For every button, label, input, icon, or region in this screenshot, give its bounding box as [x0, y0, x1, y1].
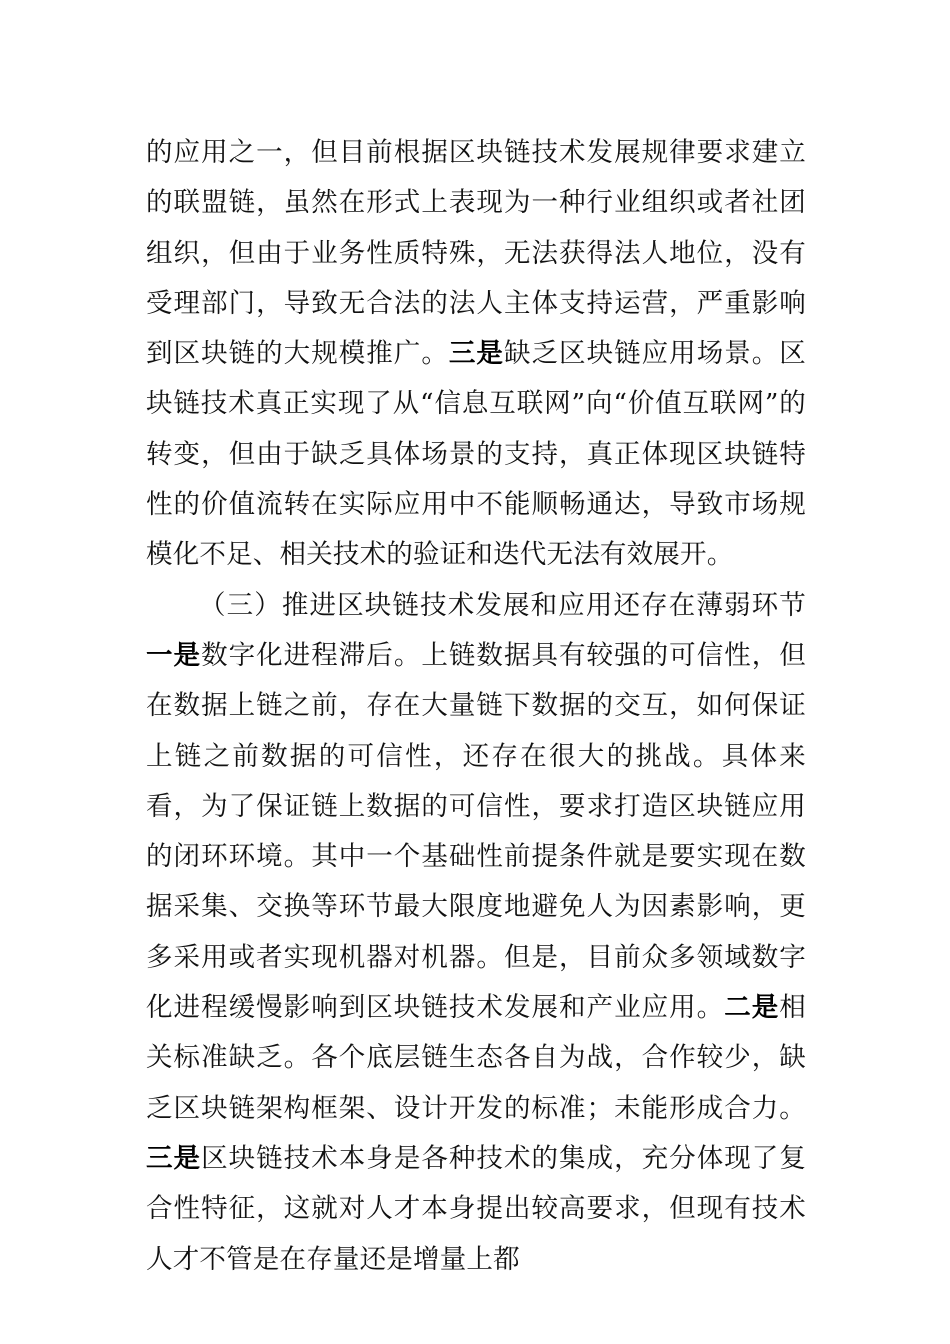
keyword-yi-shi: 一是 [146, 639, 202, 671]
paragraph-1 [146, 128, 806, 581]
paragraph-2-text-1: 数字化进程滞后。上链数据具有较强的可信性，但在数据上链之前，存在大量链下数据的交互，如何保证上链之前数据的可信性，还存在很大的挑战。具体来看，为了保证链上数据的可信性，要求打造区块链应用的闭环环境。其中一个基础性前提条件就是要实现在数据采集、交换等环节最大限度地避免人为因素影响，更多采用或者实现机器对机器。但是，目前众多领域数字化进程缓慢影响到区块链技术发展和产业应用。 [146, 639, 806, 1024]
section-heading-3: （三）推进区块链技术发展和应用还存在薄弱环节 [199, 589, 806, 621]
paragraph-2-text-3: 区块链技术本身是各种技术的集成，充分体现了复合性特征，这就对人才本身提出较高要求，但现有技术人才不管是在存量还是增量上都 [146, 1142, 806, 1275]
paragraph-1-text-1: 的应用之一，但目前根据区块链技术发展规律要求建立的联盟链，虽然在形式上表现为一种行业组织或者社团组织，但由于业务性质特殊，无法获得法人地位，没有受理部门，导致无合法的法人主体支持运营，严重影响到区块链的大规模推广。 [146, 137, 806, 370]
keyword-er-shi: 二是 [724, 992, 780, 1024]
keyword-san-shi-2: 三是 [146, 1142, 202, 1174]
paragraph-2 [146, 581, 806, 1285]
paragraph-1-text-2: 缺乏区块链应用场景。区块链技术真正实现了从“信息互联网”向“价值互联网”的转变，但由于缺乏具体场景的支持，真正体现区块链特性的价值流转在实际应用中不能顺畅通达，导致市场规模化不足、相关技术的验证和迭代无法有效展开。 [146, 338, 807, 571]
keyword-san-shi-1: 三是 [448, 338, 504, 370]
paragraph-2-text-2: 相关标准缺乏。各个底层链生态各自为战，合作较少，缺乏区块链架构框架、设计开发的标准；未能形成合力。 [146, 992, 806, 1124]
document-body [146, 128, 806, 1285]
